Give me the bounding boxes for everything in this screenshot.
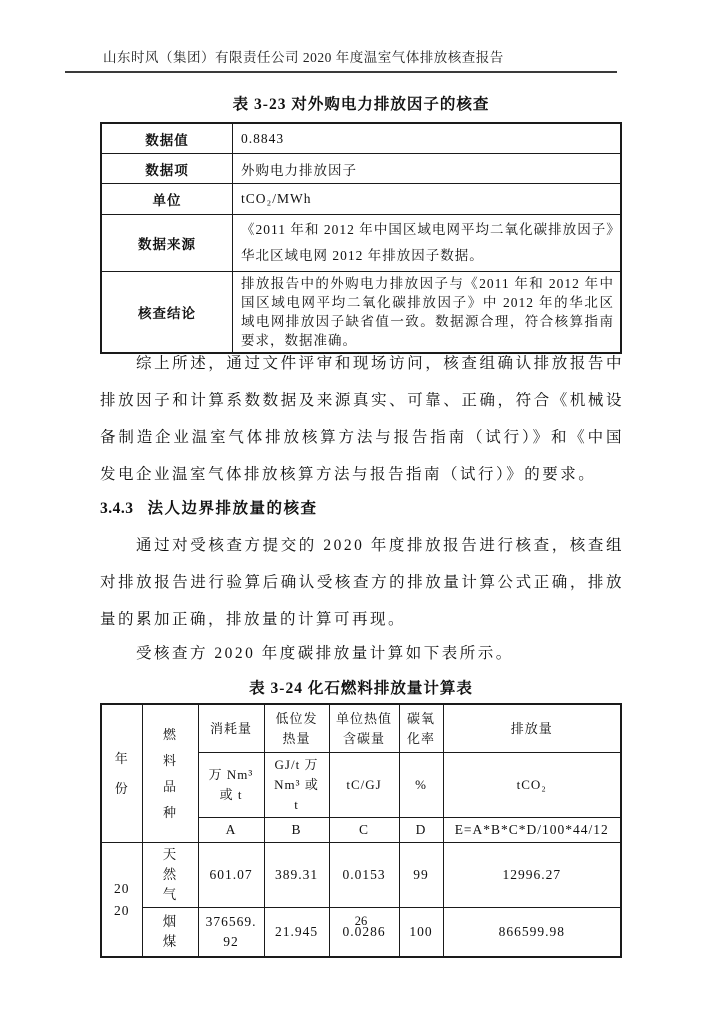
t24-unit-carbon-content: tC/GJ (329, 753, 399, 818)
t24-header-year: 年份 (101, 704, 142, 843)
t24-cell: 99 (399, 843, 443, 908)
t24-cell: 601.07 (198, 843, 264, 908)
t23-label-data-source: 数据来源 (101, 215, 233, 272)
table-row (101, 123, 621, 154)
t23-value-data-value: 0.8843 (233, 123, 622, 154)
t23-label-data-item: 数据项 (101, 154, 233, 184)
table-row (101, 184, 621, 215)
t24-unit-ncv: GJ/t 万 Nm³ 或 t (264, 753, 329, 818)
section-paragraph-1: 通过对受核查方提交的 2020 年度排放报告进行核查，核查组对排放报告进行验算后确认受核查方的排放量计算公式正确，排放量的累加正确，排放量的计算可再现。 (100, 537, 624, 628)
t24-unit-consumption: 万 Nm³ 或 t (198, 753, 264, 818)
t24-cell: 100 (399, 908, 443, 958)
table-header-row (101, 704, 621, 753)
t24-fuel-bituminous-coal: 烟煤 (142, 908, 198, 958)
t24-cell: 0.0286 (329, 908, 399, 958)
t24-symbol-b: B (264, 818, 329, 843)
table-row (101, 843, 621, 908)
t24-symbol-a: A (198, 818, 264, 843)
t24-header-consumption: 消耗量 (198, 704, 264, 753)
t23-value-data-source: 《2011 年和 2012 年中国区域电网平均二氧化碳排放因子》华北区域电网 2012 年排放因子数据。 (233, 215, 622, 272)
table-row (101, 154, 621, 184)
t24-cell: 0.0153 (329, 843, 399, 908)
table-3-24-title: 表 3-24 化石燃料排放量计算表 (249, 680, 473, 697)
t24-unit-emission: tCO₂ (443, 753, 621, 818)
running-header-title: 山东时风（集团）有限责任公司 2020 年度温室气体排放核查报告 (103, 50, 504, 65)
table-row (101, 272, 621, 354)
t24-header-fuel: 燃料品种 (142, 704, 198, 843)
t24-symbol-c: C (329, 818, 399, 843)
t23-label-data-value: 数据值 (101, 123, 233, 154)
section-number: 3.4.3 (100, 500, 134, 517)
t24-header-oxidation-rate: 碳氧化率 (399, 704, 443, 753)
t24-cell: 21.945 (264, 908, 329, 958)
table-row (101, 215, 621, 272)
t24-cell: 866599.98 (443, 908, 621, 958)
section-title: 法人边界排放量的核查 (147, 500, 318, 517)
t24-fuel-natural-gas: 天然气 (142, 843, 198, 908)
t23-value-unit: tCO₂/MWh (233, 184, 622, 215)
header-divider (65, 71, 617, 73)
t24-header-emission: 排放量 (443, 704, 621, 753)
t23-value-data-item: 外购电力排放因子 (233, 154, 622, 184)
t24-unit-oxidation-rate: % (399, 753, 443, 818)
t24-year-2020: 2020 (101, 843, 142, 958)
t23-value-conclusion: 排放报告中的外购电力排放因子与《2011 年和 2012 年中国区域电网平均二氧化碳排放因子》中 2012 年的华北区域电网排放因子缺省值一致。数据源合理，符合核算指南要求，数据准确。 (233, 272, 622, 354)
t24-symbol-e: E=A*B*C*D/100*44/12 (443, 818, 621, 843)
summary-paragraph: 综上所述，通过文件评审和现场访问，核查组确认排放报告中排放因子和计算系数数据及来源真实、可靠、正确，符合《机械设备制造企业温室气体排放核算方法与报告指南（试行）》和《中国发电企业温室气体排放核算方法与报告指南（试行）》的要求。 (100, 355, 624, 483)
table-3-23 (100, 122, 622, 354)
t23-label-conclusion: 核查结论 (101, 272, 233, 354)
t24-symbol-d: D (399, 818, 443, 843)
table-3-23-title: 表 3-23 对外购电力排放因子的核查 (232, 96, 490, 113)
t24-header-ncv: 低位发热量 (264, 704, 329, 753)
t24-cell: 389.31 (264, 843, 329, 908)
section-heading-3-4-3 (100, 496, 318, 518)
t23-label-unit: 单位 (101, 184, 233, 215)
t24-header-carbon-content: 单位热值含碳量 (329, 704, 399, 753)
section-paragraph-2: 受核查方 2020 年度碳排放量计算如下表所示。 (136, 645, 514, 662)
page-number: 26 (354, 914, 368, 928)
t24-cell: 12996.27 (443, 843, 621, 908)
t24-cell: 376569.92 (198, 908, 264, 958)
